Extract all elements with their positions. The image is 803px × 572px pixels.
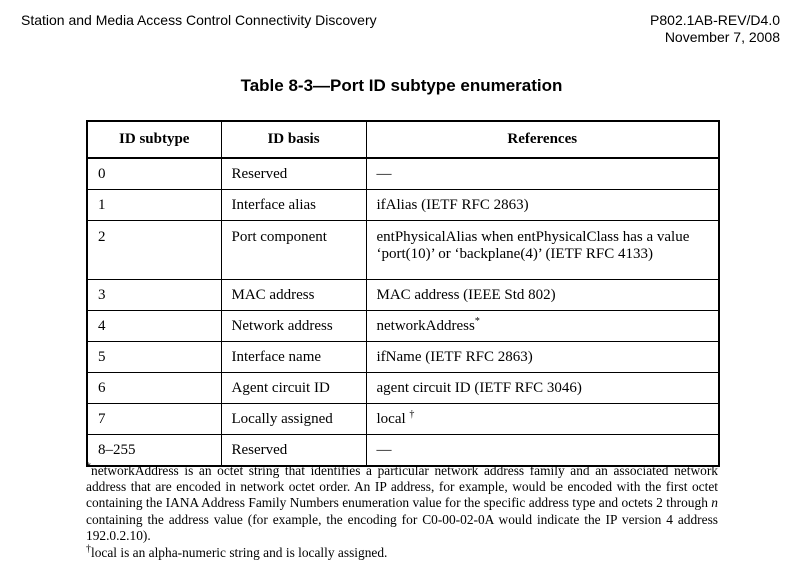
table-row [87,190,719,221]
id-subtype-cell: 0 [87,158,221,190]
table-row [87,280,719,311]
id-subtype-cell: 1 [87,190,221,221]
footnote-mark-asterisk: * [474,315,480,327]
id-basis-cell: Network address [221,311,366,342]
footnote-network-address [86,463,718,544]
running-header-doc-info [650,12,780,46]
reference-text: agent circuit ID (IETF RFC 3046) [376,379,582,396]
id-subtype-cell: 6 [87,373,221,404]
id-subtype-cell: 5 [87,342,221,373]
id-subtype-cell: 7 [87,404,221,435]
reference-text: — [376,165,392,182]
table-row [87,435,719,467]
id-subtype-cell: 3 [87,280,221,311]
id-basis-cell: Reserved [221,435,366,467]
table-row [87,311,719,342]
column-header-id-basis: ID basis [221,121,366,158]
reference-text: local [376,410,406,427]
reference-cell [366,190,719,221]
table-row [87,158,719,190]
id-subtype-cell: 8–255 [87,435,221,467]
column-header-references: References [366,121,719,158]
footnote-mark-dagger: † [86,543,91,555]
reference-cell [366,342,719,373]
reference-cell [366,280,719,311]
port-id-subtype-table [86,120,720,467]
id-subtype-cell: 4 [87,311,221,342]
table-row [87,342,719,373]
footnote-variable-n: n [711,495,718,511]
table-caption: Table 8-3—Port ID subtype enumeration [240,76,563,95]
id-basis-cell: Locally assigned [221,404,366,435]
document-date: November 7, 2008 [664,29,780,45]
footnote-mark-asterisk: * [86,461,91,473]
table-row [87,373,719,404]
reference-text: — [376,441,392,458]
column-header-id-subtype: ID subtype [87,121,221,158]
id-basis-cell: Reserved [221,158,366,190]
reference-cell [366,158,719,190]
footnote-text: local is an alpha-numeric string and is locally assigned. [91,545,388,561]
reference-text: MAC address (IEEE Std 802) [376,286,556,303]
id-basis-cell: Interface name [221,342,366,373]
id-basis-cell: Interface alias [221,190,366,221]
id-basis-cell: Port component [221,221,366,280]
reference-text: entPhysicalAlias when entPhysicalClass has a value ‘port(10)’ or ‘backplane(4)’ (IETF RFC 4133) [376,229,690,262]
id-basis-cell: Agent circuit ID [221,373,366,404]
table-footnotes [86,463,718,561]
table-row [87,404,719,435]
reference-cell [366,435,719,467]
footnote-text-part2: containing the address value (for example, the encoding for C0-00-02-0A would indicate the IP version 4 address 192.0.2.10). [86,511,718,543]
reference-cell [366,311,719,342]
reference-text: ifAlias (IETF RFC 2863) [376,196,529,213]
reference-cell [366,221,719,280]
id-subtype-cell: 2 [87,221,221,280]
footnote-mark-dagger: † [409,408,415,420]
footnote-local [86,545,718,561]
table-header-row [87,121,719,158]
document-id: P802.1AB-REV/D4.0 [650,12,780,28]
reference-text: ifName (IETF RFC 2863) [376,348,533,365]
reference-cell [366,373,719,404]
reference-text: networkAddress [376,317,475,334]
id-basis-cell: MAC address [221,280,366,311]
running-header-title: Station and Media Access Control Connectivity Discovery [21,12,377,28]
reference-cell [366,404,719,435]
footnote-text-part1: networkAddress is an octet string that identifies a particular network address family and an associated network address that are encoded in network octet order. An IP address, for example, would be encoded with the first octet containing the IANA Address Family Numbers enumeration value for the specific address type and octets 2 through [86,463,718,511]
table-row [87,221,719,280]
